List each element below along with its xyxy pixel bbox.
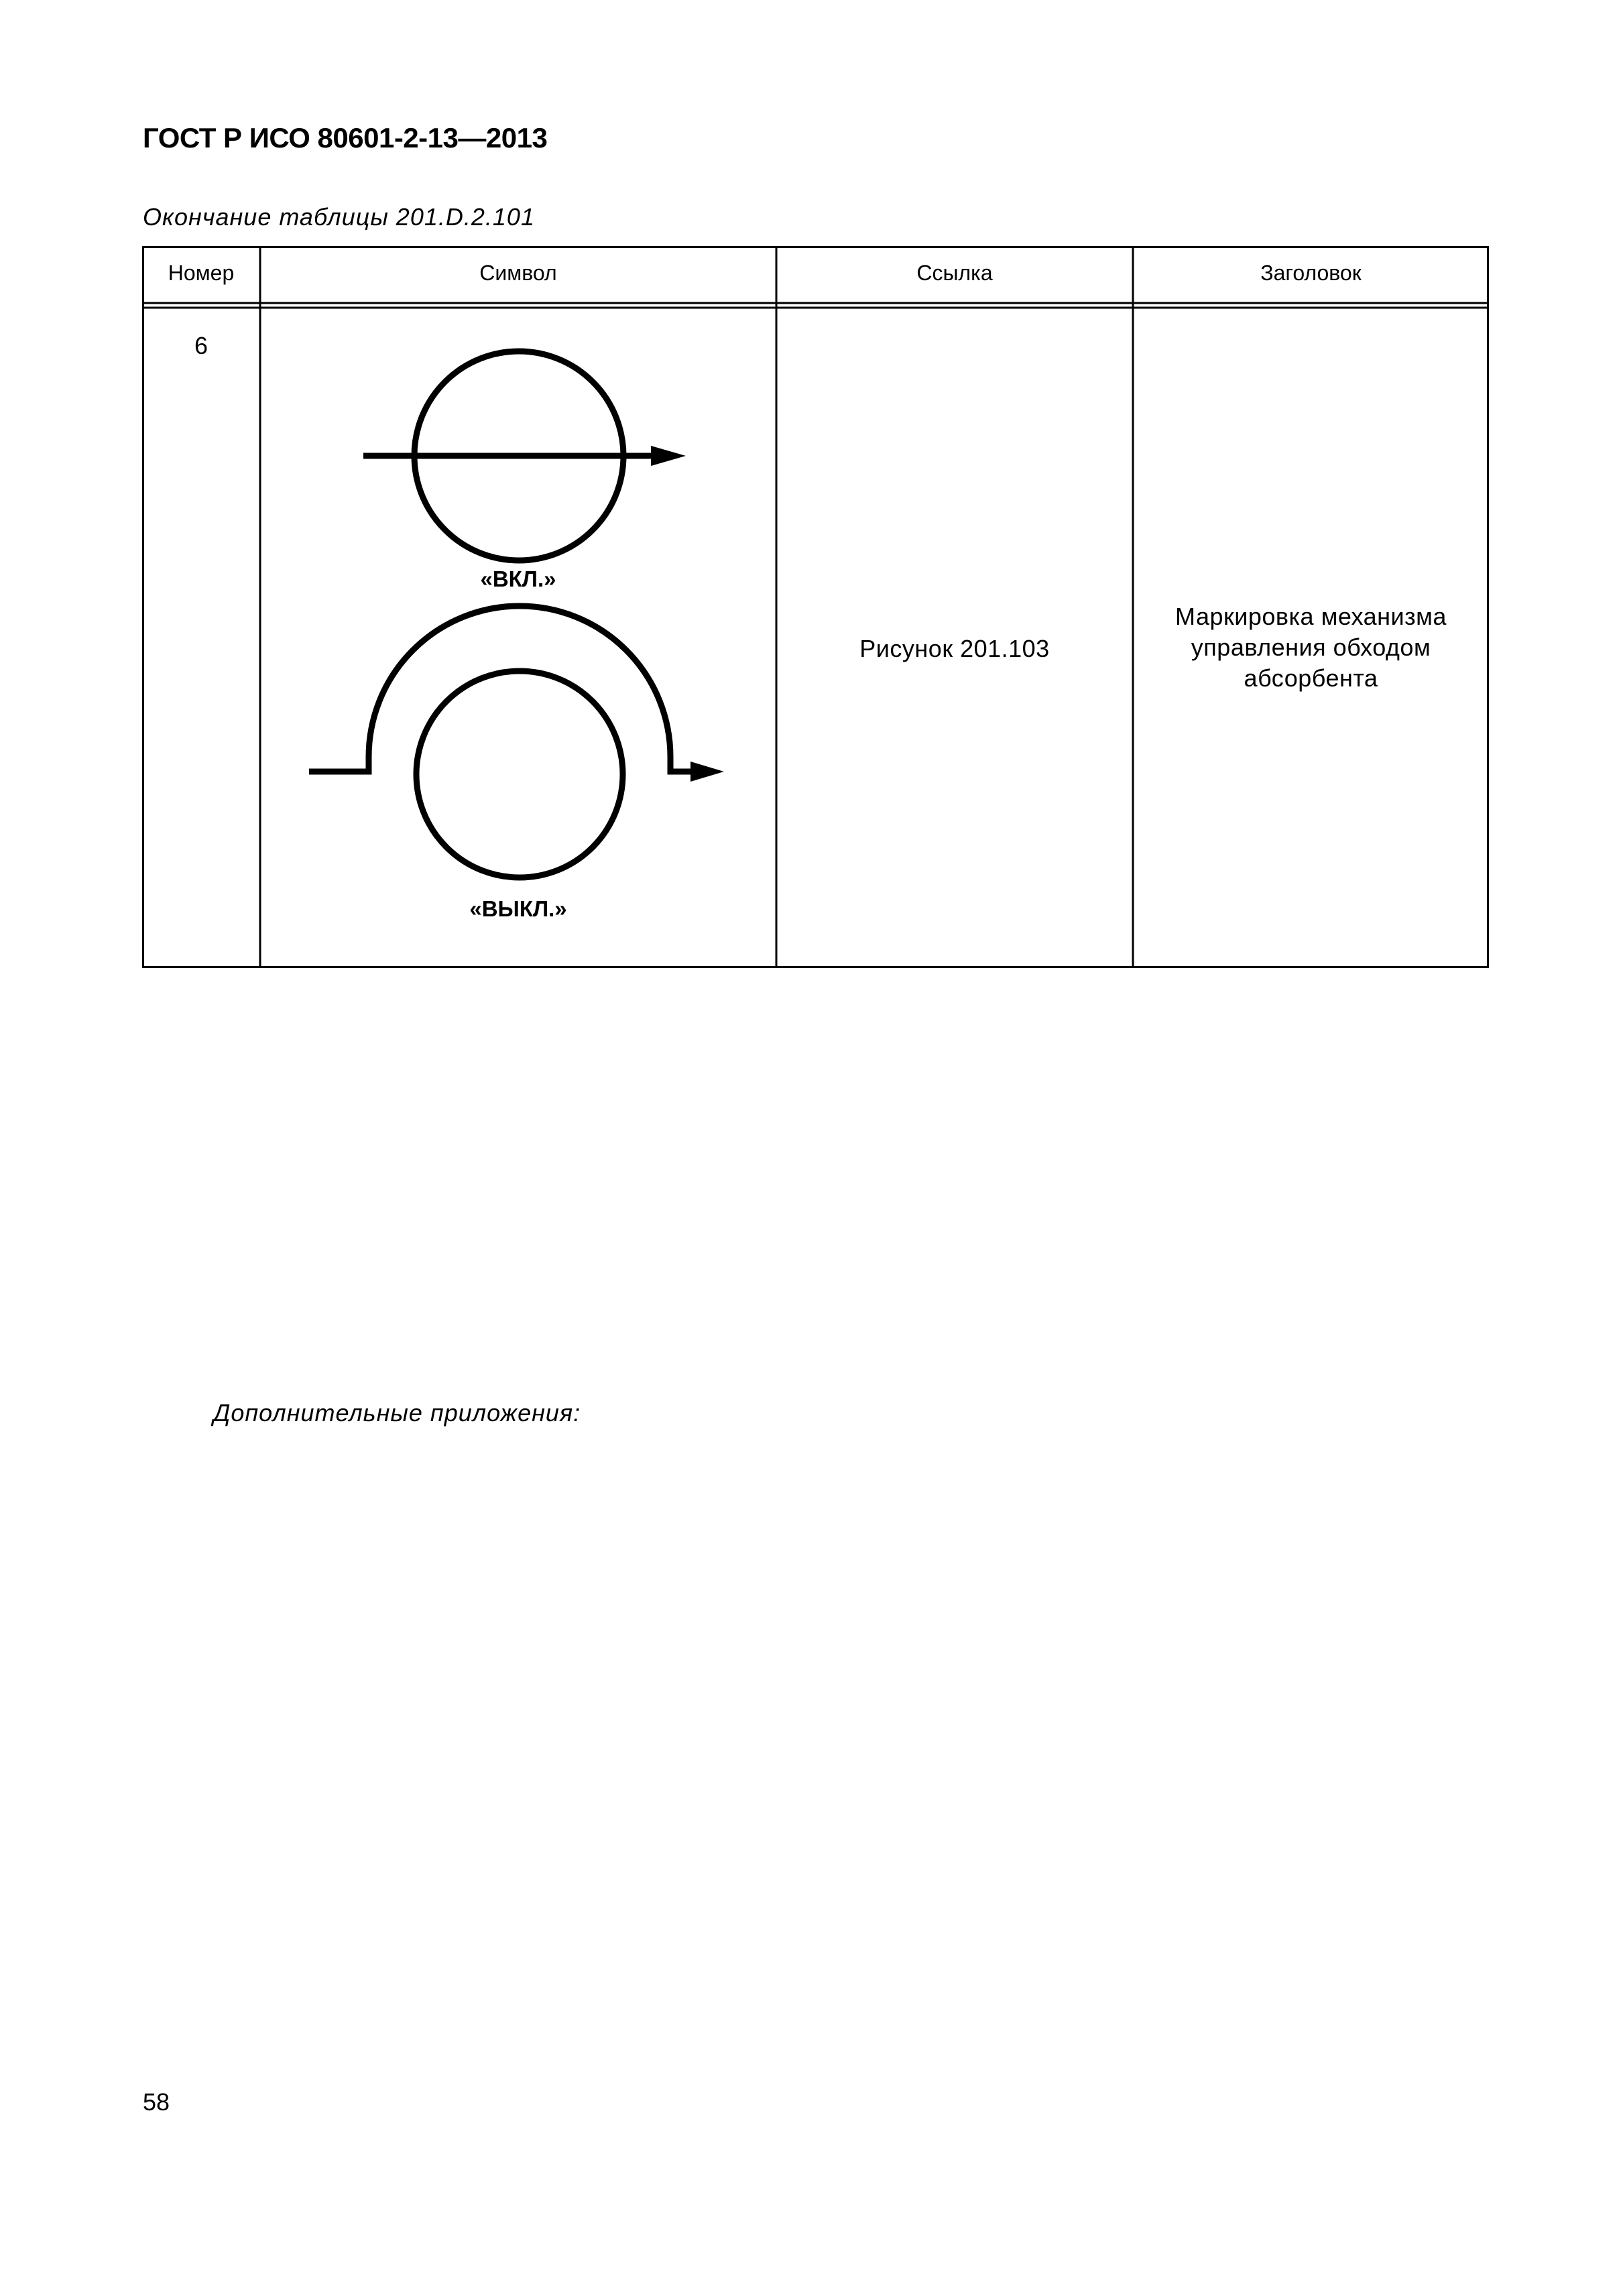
title-line: Маркировка механизма: [1175, 603, 1447, 630]
bypass-on-symbol: [363, 351, 686, 560]
reference-cell: Рисунок 201.103: [859, 635, 1050, 662]
symbol-on-label: «ВКЛ.»: [480, 566, 556, 591]
title-line: абсорбента: [1244, 664, 1378, 692]
column-header-number: Номер: [168, 260, 235, 285]
bypass-off-symbol: [309, 606, 724, 878]
appendix-note: Дополнительные приложения:: [213, 1399, 581, 1427]
page-number: 58: [143, 2088, 170, 2116]
column-header-title: Заголовок: [1260, 260, 1362, 285]
document-header: ГОСТ Р ИСО 80601-2-13—2013: [143, 122, 548, 154]
title-cell: [1133, 601, 1489, 694]
row-number-cell: 6: [194, 332, 208, 359]
column-header-symbol: Символ: [479, 260, 557, 285]
column-header-reference: Ссылка: [916, 260, 993, 285]
symbol-off-label: «ВЫКЛ.»: [469, 896, 567, 921]
bypass-control-symbols: [260, 308, 776, 968]
data-table: [142, 246, 1489, 968]
table-caption: Окончание таблицы 201.D.2.101: [143, 203, 535, 231]
title-line: управления обходом: [1191, 633, 1431, 661]
